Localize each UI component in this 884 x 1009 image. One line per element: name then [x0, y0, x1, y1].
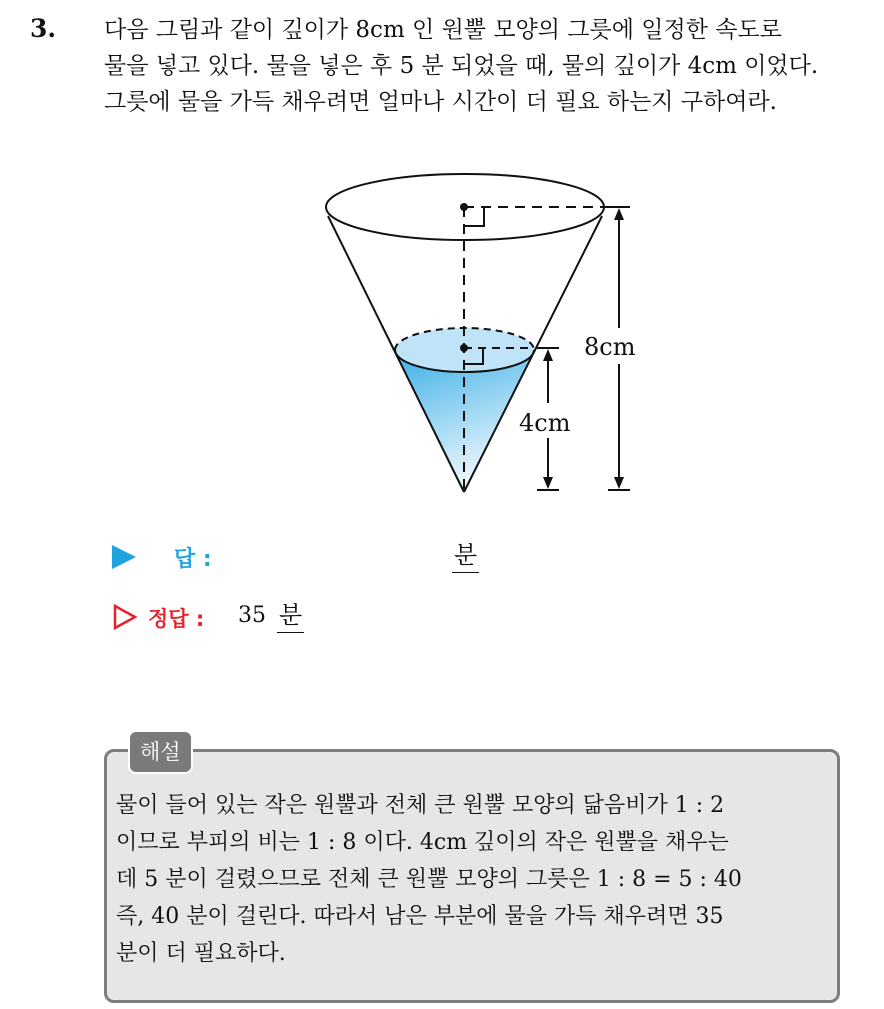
- correct-answer-label: 정답 :: [148, 607, 205, 631]
- depth-4-arrow-down: [543, 477, 553, 489]
- play-triangle-icon: [112, 545, 136, 569]
- depth-4-arrow-up: [543, 349, 553, 361]
- answer-row: [112, 540, 532, 574]
- question-text: [104, 12, 874, 120]
- correct-answer-row: [112, 600, 532, 636]
- question-line: 그릇에 물을 가득 채우려면 얼마나 시간이 더 필요 하는지 구하여라.: [104, 89, 777, 115]
- top-center-point: [460, 203, 468, 211]
- explanation-line: 데 5 분이 걸렸으므로 전체 큰 원뿔 모양의 그릇은 1 : 8 = 5 : 40: [116, 867, 742, 892]
- question-number: 3.: [30, 14, 57, 43]
- answer-blank[interactable]: 분: [452, 540, 479, 573]
- depth-4-label: 4cm: [519, 409, 571, 437]
- explanation-line: 즉, 40 분이 걸린다. 따라서 남은 부분에 물을 가득 채우려면 35: [116, 904, 724, 929]
- answer-label: 답 :: [174, 547, 212, 572]
- explanation-text: [116, 787, 832, 972]
- question-line: 물을 넣고 있다. 물을 넣은 후 5 분 되었을 때, 물의 깊이가 4cm 이었다.: [104, 53, 819, 79]
- depth-8-arrow-up: [614, 208, 624, 220]
- correct-answer-value: 35: [238, 603, 266, 628]
- explanation-line: 분이 더 필요하다.: [116, 941, 286, 966]
- explanation-line: 물이 들어 있는 작은 원뿔과 전체 큰 원뿔 모양의 닮음비가 1 : 2: [116, 793, 725, 818]
- depth-8-label: 8cm: [584, 333, 636, 361]
- explanation-line: 이므로 부피의 비는 1 : 8 이다. 4cm 깊이의 작은 원뿔을 채우는: [116, 830, 729, 855]
- depth-8-arrow-down: [614, 477, 624, 489]
- water-center-point: [460, 344, 468, 352]
- correct-answer-unit: 분: [277, 600, 304, 633]
- cone-figure: [300, 150, 700, 510]
- question-line: 다음 그림과 같이 깊이가 8cm 인 원뿔 모양의 그릇에 일정한 속도로: [104, 17, 782, 43]
- right-angle-top: [464, 207, 484, 226]
- explanation-tag: 해설: [128, 730, 193, 774]
- outline-triangle-icon: [112, 604, 138, 630]
